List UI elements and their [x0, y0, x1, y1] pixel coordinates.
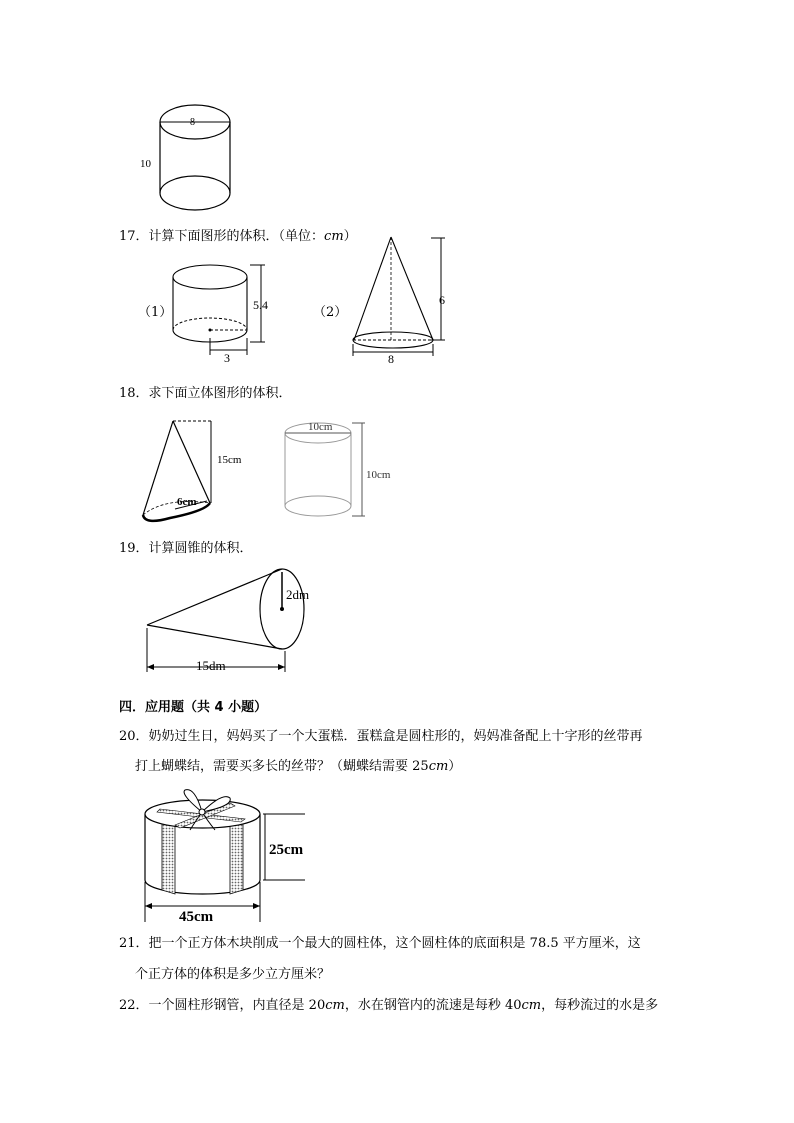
- fig1-label: （1）: [138, 305, 173, 320]
- fig2-label: （2）: [313, 305, 348, 320]
- cone-figure-q18: [135, 415, 265, 530]
- cylinder-figure-q17: [165, 260, 285, 370]
- radius-label: 6cm: [177, 496, 197, 508]
- question-20-line2: 打上蝴蝶结，需要买多长的丝带？（蝴蝶结需要 25cm）: [135, 759, 462, 774]
- height-label: 5.4: [253, 298, 268, 312]
- cylinder-figure-top: [135, 100, 245, 215]
- cake-box-figure: [135, 782, 325, 927]
- length-label: 15dm: [196, 658, 226, 673]
- diameter-label: 8: [388, 352, 394, 366]
- question-18: 18．求下面立体图形的体积．: [119, 386, 292, 401]
- height-label: 10cm: [366, 469, 391, 481]
- height-label: 15cm: [217, 454, 242, 466]
- height-label: 25cm: [269, 842, 304, 858]
- question-17: 17．计算下面图形的体积．（单位：cm）: [119, 229, 357, 244]
- cone-figure-q17: [345, 232, 455, 367]
- height-label: 6: [439, 293, 445, 307]
- diameter-label: 8: [190, 117, 195, 128]
- height-label: 10: [140, 158, 151, 170]
- cylinder-figure-q18: [280, 418, 410, 528]
- question-20-line1: 20．奶奶过生日，妈妈买了一个大蛋糕．蛋糕盒是圆柱形的，妈妈准备配上十字形的丝带再: [119, 729, 643, 744]
- question-19: 19．计算圆锥的体积．: [119, 541, 253, 556]
- cone-figure-q19: [140, 565, 330, 675]
- question-21-line1: 21．把一个正方体木块削成一个最大的圆柱体，这个圆柱体的底面积是 78.5 平方厘米，这: [119, 936, 641, 951]
- question-21-line2: 个正方体的体积是多少立方厘米？: [135, 967, 331, 982]
- diameter-label: 10cm: [308, 421, 333, 433]
- radius-label: 2dm: [286, 587, 310, 602]
- section-title: 四．应用题（共 4 小题）: [119, 700, 268, 715]
- question-22-line1: 22．一个圆柱形钢管，内直径是 20cm，水在钢管内的流速是每秒 40cm，每秒流过的水是多: [119, 998, 659, 1013]
- radius-label: 3: [224, 351, 230, 365]
- diameter-label: 45cm: [179, 909, 214, 925]
